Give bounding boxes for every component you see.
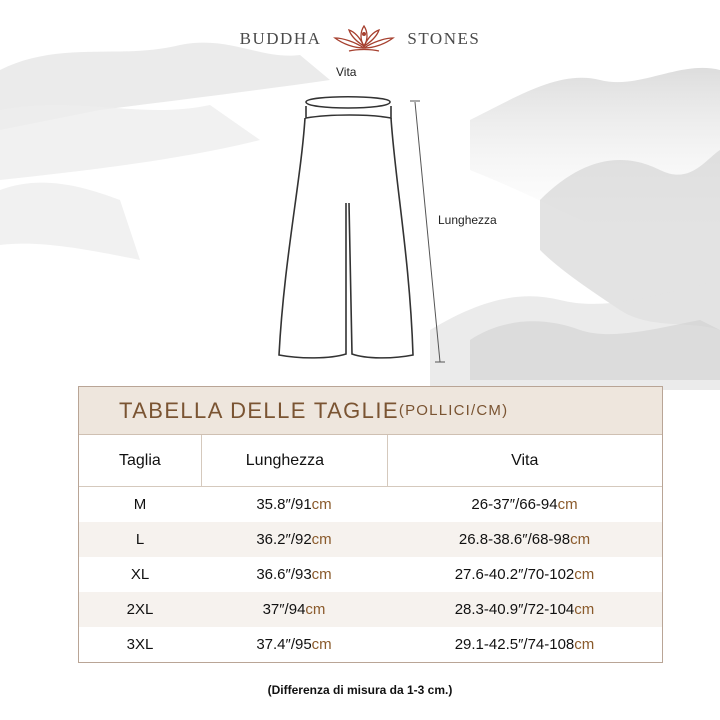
cell-size: M: [133, 496, 147, 513]
table-header-row: [79, 435, 662, 487]
cell-length: 36.6″/93cm: [256, 566, 332, 583]
table-row: [79, 522, 662, 557]
table-title-unit: (POLLICI/CM): [398, 402, 509, 419]
length-label: Lunghezza: [438, 213, 497, 227]
table-title-text: TABELLA DELLE TAGLIE: [119, 397, 399, 423]
header-waist: Vita: [511, 451, 539, 469]
cell-waist: 28.3-40.9″/72-104cm: [454, 601, 595, 618]
header-size: Taglia: [79, 435, 202, 486]
table-title: [79, 387, 662, 435]
cell-waist: 29.1-42.5″/74-108cm: [454, 636, 595, 653]
footnote: (Differenza di misura da 1-3 cm.): [267, 683, 453, 697]
brand-name-right: STONES: [407, 29, 481, 48]
cell-size: XL: [130, 566, 150, 583]
table-row: [79, 557, 662, 592]
table-body: [79, 487, 662, 662]
cell-waist: 26.8-38.6″/68-98cm: [458, 531, 591, 548]
cell-length: 37.4″/95cm: [256, 636, 332, 653]
left-leg-outline: [279, 118, 346, 358]
table-row: [79, 487, 662, 522]
header-length: Lunghezza: [202, 435, 388, 486]
cell-waist: 27.6-40.2″/70-102cm: [454, 566, 595, 583]
cell-size: 3XL: [126, 636, 154, 653]
right-leg-outline: [349, 118, 413, 358]
waist-label: Vita: [336, 65, 357, 79]
cell-waist: 26-37″/66-94cm: [471, 496, 578, 513]
cell-size: 2XL: [126, 601, 154, 618]
brand-name-left: BUDDHA: [239, 29, 322, 48]
cell-length: 37″/94cm: [262, 601, 326, 618]
table-row: [79, 592, 662, 627]
cell-size: L: [135, 531, 145, 548]
table-row: [79, 627, 662, 662]
waistband-outline: [306, 97, 390, 108]
cell-length: 35.8″/91cm: [256, 496, 332, 513]
cell-length: 36.2″/92cm: [256, 531, 332, 548]
length-measure-line: [415, 102, 440, 362]
size-table: [78, 386, 663, 663]
